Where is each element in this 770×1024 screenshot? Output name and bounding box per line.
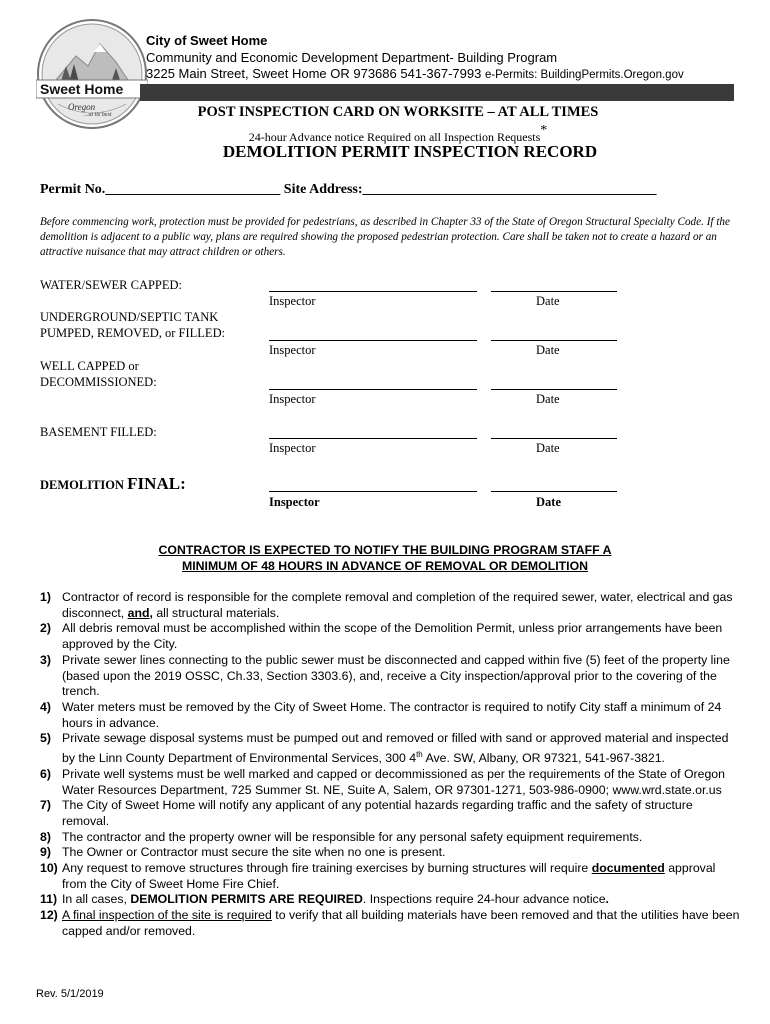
svg-text:...at its best: ...at its best	[84, 112, 112, 118]
list-item: 6) Private well systems must be well marked and capped or decommissioned as per the requirements of the State of Oregon Water Resources Department, 725 Summer St. NE, Suite A, Salem, OR 97301-1271, 503-986-0900; www.wrd.state.or.us	[40, 766, 725, 797]
date-caption: Date	[536, 294, 560, 308]
inspector-caption: Inspector	[269, 392, 316, 406]
basement-filled-label: BASEMENT FILLED:	[40, 425, 157, 439]
date-line[interactable]	[491, 291, 617, 292]
city-seal-logo	[36, 18, 148, 130]
contractor-notice-line-2: MINIMUM OF 48 HOURS IN ADVANCE OF REMOVAL OR DEMOLITION	[181, 559, 589, 573]
list-item: 12) A final inspection of the site is required to verify that all building materials have been removed and that the utilities have been capped and/or removed.	[40, 908, 740, 938]
septic-tank-label: UNDERGROUND/SEPTIC TANK PUMPED, REMOVED, or FILLED:	[40, 310, 226, 340]
inspector-signature-line[interactable]	[269, 340, 477, 341]
svg-text:Sweet Home: Sweet Home	[40, 81, 124, 97]
well-capped-label: WELL CAPPED or DECOMMISSIONED:	[40, 359, 157, 389]
page-title: DEMOLITION PERMIT INSPECTION RECORD	[222, 142, 598, 161]
revision-date: Rev. 5/1/2019	[36, 988, 104, 1000]
inspector-signature-line[interactable]	[269, 291, 477, 292]
date-line[interactable]	[491, 340, 617, 341]
final-inspector-caption: Inspector	[269, 495, 320, 509]
list-item: 9) The Owner or Contractor must secure the site when no one is present.	[40, 845, 446, 860]
inspector-caption: Inspector	[269, 294, 316, 308]
contractor-notice-line-1: CONTRACTOR IS EXPECTED TO NOTIFY THE BUILDING PROGRAM STAFF A	[158, 543, 612, 557]
list-item: 8) The contractor and the property owner will be responsible for any personal safety equipment requirements.	[40, 829, 643, 844]
list-item: 5) Private sewage disposal systems must be pumped out and removed or filled with sand or approved material and inspected by the Linn County Department of Environmental Services, 300 4th Ave. SW, Albany, OR 97321, 541-967-3821.	[40, 731, 729, 766]
intro-note: Before commencing work, protection must be provided for pedestrians, as described in Chapter 33 of the State of Oregon Structural Specialty Code. If the demolition is adjacent to a public way, plans are required showing the proposed pedestrian protection. Care shall be taken not to create a hazard or an attractive nuisance that may attract children or others.	[40, 216, 730, 258]
date-caption: Date	[536, 392, 560, 406]
list-item: 11) In all cases, DEMOLITION PERMITS ARE REQUIRED. Inspections require 24-hour advance notice.	[40, 892, 609, 907]
permit-site-line: Permit No._________________________ Site Address:__________________________________________	[40, 182, 657, 197]
list-item: 10) Any request to remove structures through fire training exercises by burning structures will require documented approval from the City of Sweet Home Fire Chief.	[40, 861, 716, 891]
requirements-list	[40, 590, 740, 940]
inspector-caption: Inspector	[269, 343, 316, 357]
svg-text:Oregon: Oregon	[68, 102, 96, 112]
date-line[interactable]	[491, 389, 617, 390]
header-bar	[140, 84, 734, 101]
final-inspector-signature-line[interactable]	[269, 491, 477, 492]
date-line[interactable]	[491, 438, 617, 439]
dept-name: Community and Economic Development Department- Building Program	[146, 50, 558, 65]
date-caption: Date	[536, 343, 560, 357]
post-notice: POST INSPECTION CARD ON WORKSITE – AT ALL TIMES	[197, 104, 599, 120]
list-item: 4) Water meters must be removed by the City of Sweet Home. The contractor is required to notify City staff a minimum of 24 hours in advance.	[40, 699, 722, 730]
list-item: 3) Private sewer lines connecting to the public sewer must be disconnected and capped within five (5) feet of the property line (based upon the 2019 OSSC, Ch.33, Section 3303.6), and, receive a City inspection/approval prior to the covering of the trench.	[40, 652, 730, 699]
inspector-signature-line[interactable]	[269, 438, 477, 439]
final-date-line[interactable]	[491, 491, 617, 492]
list-item: 2) All debris removal must be accomplished within the scope of the Demolition Permit, unless prior arrangements have been approved by the City.	[40, 621, 723, 652]
advance-notice: 24-hour Advance notice Required on all Inspection Requests*	[248, 123, 548, 144]
org-name: City of Sweet Home	[146, 33, 268, 48]
list-item: 7) The City of Sweet Home will notify any applicant of any potential hazards regarding traffic and the safety of structure removal.	[40, 798, 693, 828]
epermits-link[interactable]: e-Permits: BuildingPermits.Oregon.gov	[484, 69, 684, 81]
final-date-caption: Date	[536, 495, 561, 509]
date-caption: Date	[536, 441, 560, 455]
demolition-final-label: DEMOLITION FINAL:	[40, 474, 186, 493]
list-item: 1) Contractor of record is responsible for the complete removal and completion of the required sewer, water, electrical and gas disconnect, and, all structural materials.	[40, 590, 733, 620]
water-sewer-label: WATER/SEWER CAPPED:	[40, 278, 183, 292]
inspector-signature-line[interactable]	[269, 389, 477, 390]
inspector-caption: Inspector	[269, 441, 316, 455]
address-line: 3225 Main Street, Sweet Home OR 973686 541-367-7993 e-Permits: BuildingPermits.Oregon.gov	[146, 66, 684, 81]
